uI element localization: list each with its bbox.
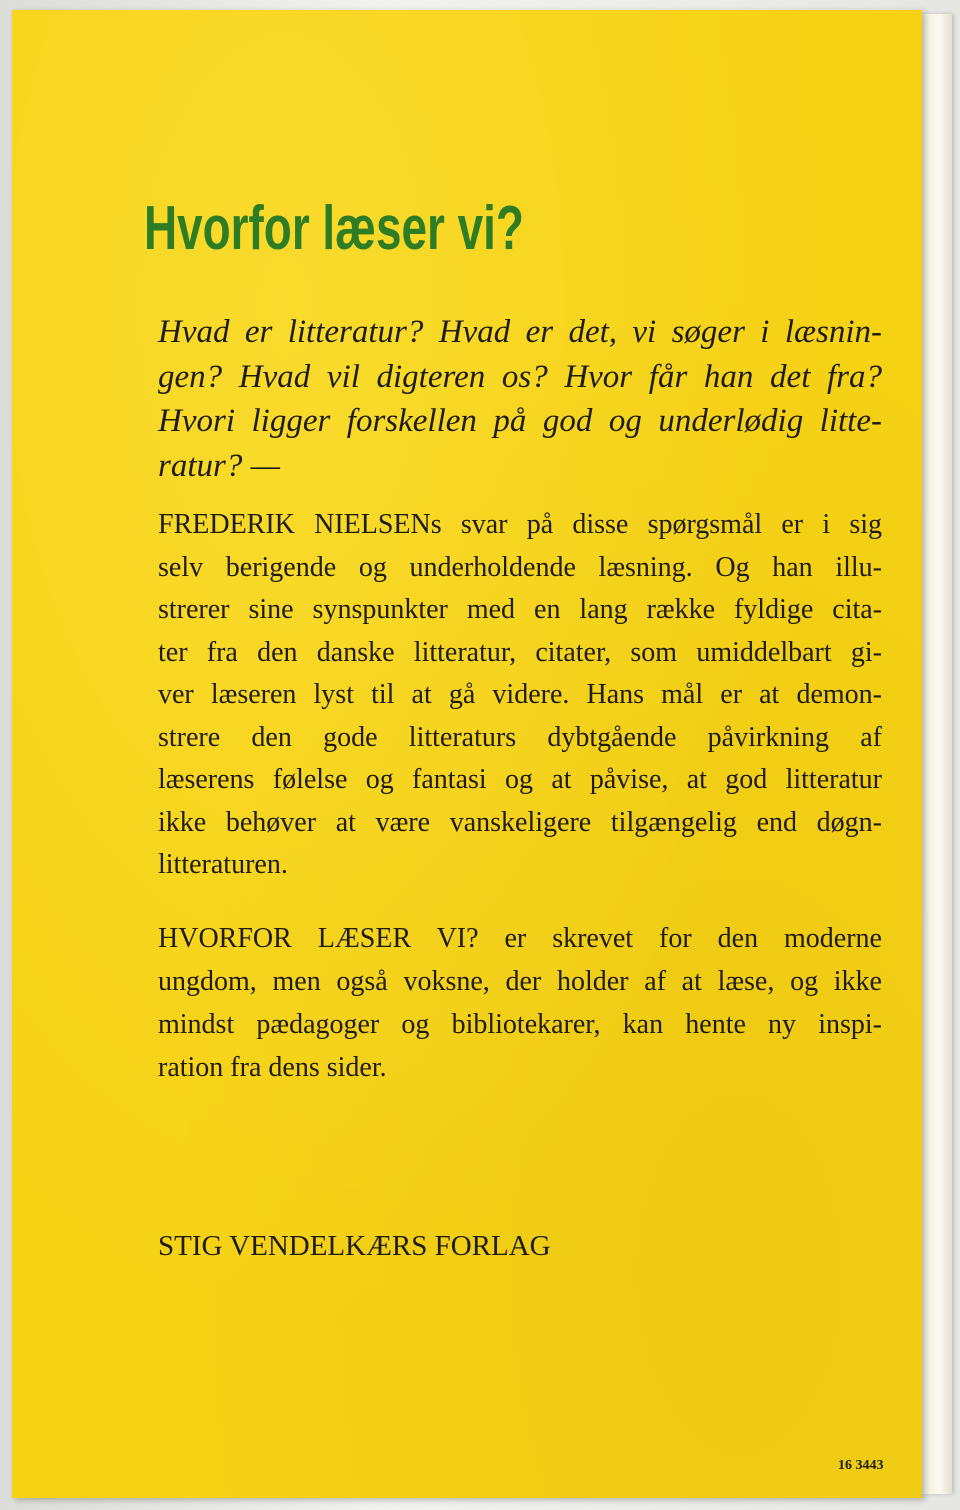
paragraph-line: selv berigende og underholdende læsning. Og han illu- — [158, 551, 882, 583]
page-edges — [922, 14, 952, 1494]
paragraph-line: mindst pædagoger og bibliotekarer, kan hente ny inspi- — [158, 1009, 882, 1040]
paragraph-line: litteraturen. — [158, 849, 288, 880]
intro-line: ratur? — — [158, 447, 280, 484]
publisher-name: STIG VENDELKÆRS FORLAG — [158, 1230, 551, 1262]
paragraph-line: ikke behøver at være vanskeligere tilgængelig end døgn- — [158, 806, 882, 838]
paragraph-line: strerer sine synspunkter med en lang række fyldige cita- — [158, 594, 882, 625]
intro-line: Hvad er litteratur? Hvad er det, vi søger i læsnin- — [158, 314, 882, 350]
intro-questions — [158, 310, 882, 488]
paragraph-line: ration fra dens sider. — [158, 1052, 387, 1083]
paragraph-line: HVORFOR LÆSER VI? er skrevet for den moderne — [158, 923, 882, 954]
paragraph-line: ver læseren lyst til at gå videre. Hans mål er at demon- — [158, 679, 882, 710]
paragraph-line: FREDERIK NIELSENs svar på disse spørgsmål er i sig — [158, 509, 882, 540]
paragraph-line: strere den gode litteraturs dybtgående påvirkning af — [158, 721, 882, 753]
audience-paragraph — [158, 917, 882, 1089]
intro-line: Hvori ligger forskellen på god og underlødig litte- — [158, 403, 882, 439]
cover-title: Hvorfor læser vi? — [144, 194, 524, 263]
paragraph-line: ungdom, men også voksne, der holder af at læse, og ikke — [158, 966, 882, 997]
paragraph-line: læserens følelse og fantasi og at påvise, at god litteratur — [158, 764, 882, 795]
book-back-cover — [12, 10, 922, 1498]
intro-line: gen? Hvad vil digteren os? Hvor får han det fra? — [158, 358, 882, 395]
description-paragraph — [158, 504, 882, 887]
catalog-number: 16 3443 — [838, 1458, 884, 1473]
paragraph-line: ter fra den danske litteratur, citater, som umiddelbart gi- — [158, 636, 882, 668]
